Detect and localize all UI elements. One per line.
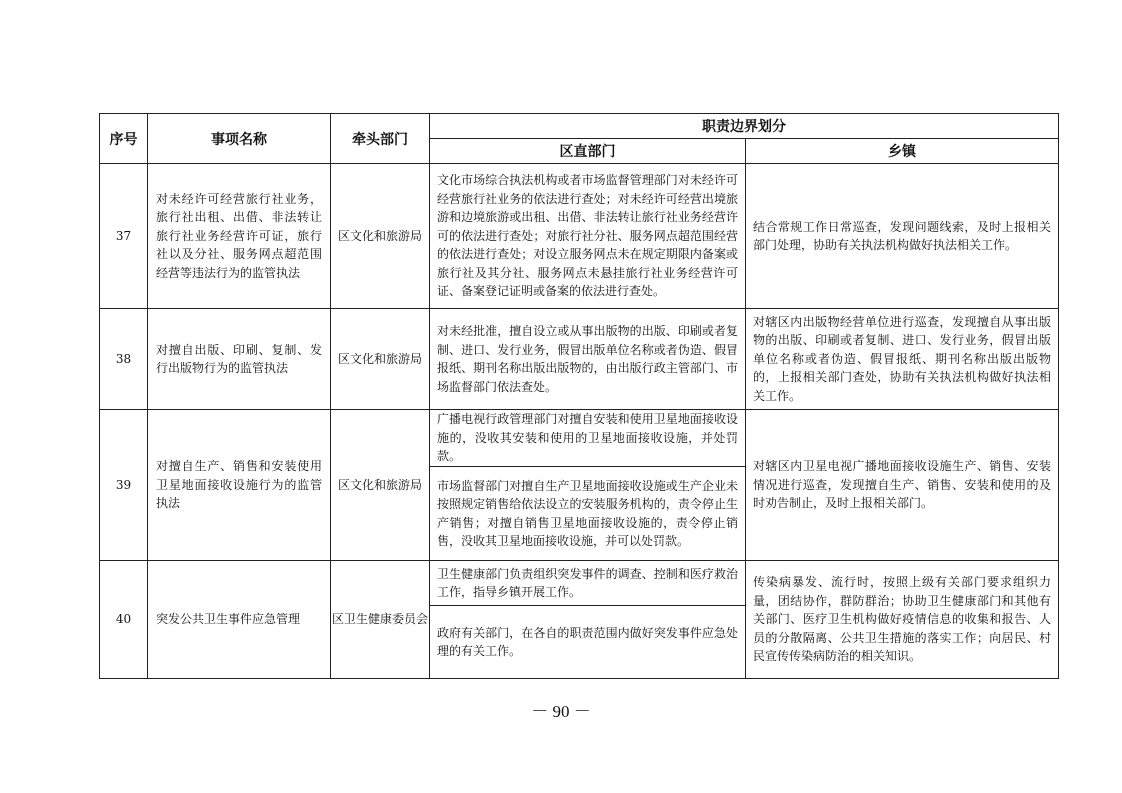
- row-seq: 39: [100, 410, 148, 561]
- row-township-duty: 结合常规工作日常巡查，发现问题线索，及时上报相关部门处理，协助有关执法机构做好执法相关工作。: [746, 164, 1059, 309]
- row-lead-dept: 区文化和旅游局: [331, 309, 430, 410]
- row-district-duties: [430, 561, 746, 679]
- row-item-name: 突发公共卫生事件应急管理: [148, 561, 331, 679]
- row-lead-dept: 区文化和旅游局: [331, 164, 430, 309]
- header-seq: 序号: [100, 114, 148, 164]
- row-item-name: 对擅自出版、印刷、复制、发行出版物行为的监管执法: [148, 309, 331, 410]
- table-row: [100, 164, 1059, 309]
- row-lead-dept: 区卫生健康委员会: [331, 561, 430, 679]
- district-duty-part: 市场监督部门对擅自生产卫星地面接收设施或生产企业未按照规定销售给依法设立的安装服务机构的，责令停止生产销售；对擅自销售卫星地面接收设施的，责令停止销售，没收其卫星地面接收设施，并可以处罚款。: [430, 466, 745, 560]
- row-township-duty: 传染病暴发、流行时，按照上级有关部门要求组织力量，团结协作，群防群治；协助卫生健康部门和其他有关部门、医疗卫生机构做好疫情信息的收集和报告、人员的分散隔离、公共卫生措施的落实工作；向居民、村民宣传传染病防治的相关知识。: [746, 561, 1059, 679]
- district-duty-part: 广播电视行政管理部门对擅自安装和使用卫星地面接收设施的，没收其安装和使用的卫星地面接收设施，并处罚款。: [437, 412, 738, 464]
- row-district-duty: 对未经批准，擅自设立或从事出版物的出版、印刷或者复制、进口、发行业务，假冒出版单位名称或者伪造、假冒报纸、期刊名称出版出版物的，由出版行政主管部门、市场监督部门依法查处。: [430, 309, 746, 410]
- row-seq: 37: [100, 164, 148, 309]
- header-district: 区直部门: [430, 139, 746, 164]
- table-row: [100, 561, 1059, 679]
- row-seq: 38: [100, 309, 148, 410]
- row-district-duties: [430, 410, 746, 561]
- table-row: [100, 309, 1059, 410]
- header-township: 乡镇: [746, 139, 1059, 164]
- responsibility-table: [99, 113, 1059, 679]
- header-lead-dept: 牵头部门: [331, 114, 430, 164]
- row-lead-dept: 区文化和旅游局: [331, 410, 430, 561]
- district-duty-part: 卫生健康部门负责组织突发事件的调查、控制和医疗救治工作，指导乡镇开展工作。: [437, 566, 738, 599]
- row-township-duty: 对辖区内卫星电视广播地面接收设施生产、销售、安装情况进行巡查，发现擅自生产、销售、安装和使用的及时劝告制止，及时上报相关部门。: [746, 410, 1059, 561]
- table-row: [100, 410, 1059, 561]
- row-seq: 40: [100, 561, 148, 679]
- page-number: － 90 －: [531, 702, 591, 721]
- header-boundary: 职责边界划分: [430, 114, 1059, 139]
- district-duty-part: 政府有关部门，在各自的职责范围内做好突发事件应急处理的有关工作。: [430, 605, 745, 678]
- header-item-name: 事项名称: [148, 114, 331, 164]
- row-item-name: 对擅自生产、销售和安装使用卫星地面接收设施行为的监管执法: [148, 410, 331, 561]
- row-township-duty: 对辖区内出版物经营单位进行巡查，发现擅自从事出版物的出版、印刷或者复制、进口、发行业务，假冒出版单位名称或者伪造、假冒报纸、期刊名称出版出版物的，上报相关部门查处，协助有关执法机构做好执法相关工作。: [746, 309, 1059, 410]
- row-item-name: 对未经许可经营旅行社业务，旅行社出租、出借、非法转让旅行社业务经营许可证，旅行社以及分社、服务网点超范围经营等违法行为的监管执法: [148, 164, 331, 309]
- row-district-duty: 文化市场综合执法机构或者市场监督管理部门对未经许可经营旅行社业务的依法进行查处；对未经许可经营出境旅游和边境旅游或出租、出借、非法转让旅行社业务经营许可的依法进行查处；对旅行社分社、服务网点超范围经营的依法进行查处；对设立服务网点未在规定期限内备案或旅行社及其分社、服务网点未悬挂旅行社业务经营许可证、备案登记证明或备案的依法进行查处。: [430, 164, 746, 309]
